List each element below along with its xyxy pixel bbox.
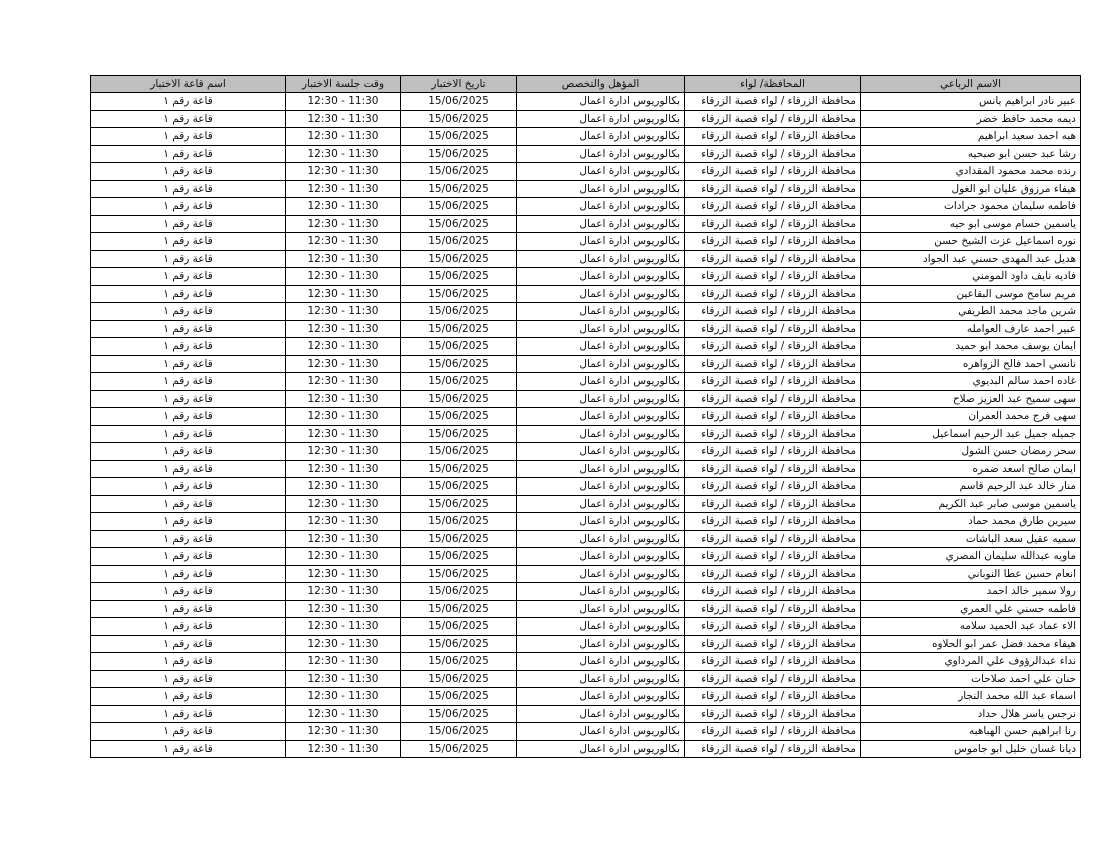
table-row xyxy=(91,653,1081,671)
table-row xyxy=(91,390,1081,408)
cell-name: غاده احمد سالم البديوي xyxy=(861,373,1081,391)
table-row xyxy=(91,233,1081,251)
cell-governorate: محافظة الزرقاء / لواء قصبة الزرقاء xyxy=(685,355,861,373)
cell-time: 12:30 - 11:30 xyxy=(286,215,401,233)
cell-governorate: محافظة الزرقاء / لواء قصبة الزرقاء xyxy=(685,180,861,198)
cell-time: 12:30 - 11:30 xyxy=(286,478,401,496)
cell-governorate: محافظة الزرقاء / لواء قصبة الزرقاء xyxy=(685,268,861,286)
cell-hall: قاعة رقم ١ xyxy=(91,565,286,583)
cell-qualification: بكالوريوس ادارة اعمال xyxy=(517,198,685,216)
header-governorate: المحافظة/ لواء xyxy=(685,76,861,93)
header-hall: اسم قاعة الاختبار xyxy=(91,76,286,93)
cell-name: هبه احمد سعيد ابراهيم xyxy=(861,128,1081,146)
cell-governorate: محافظة الزرقاء / لواء قصبة الزرقاء xyxy=(685,548,861,566)
cell-hall: قاعة رقم ١ xyxy=(91,513,286,531)
cell-date: 15/06/2025 xyxy=(401,110,517,128)
cell-hall: قاعة رقم ١ xyxy=(91,285,286,303)
cell-time: 12:30 - 11:30 xyxy=(286,285,401,303)
cell-qualification: بكالوريوس ادارة اعمال xyxy=(517,215,685,233)
cell-name: هديل عبد المهدى حسني عبد الجواد xyxy=(861,250,1081,268)
cell-qualification: بكالوريوس ادارة اعمال xyxy=(517,425,685,443)
table-row xyxy=(91,128,1081,146)
cell-name: هيفاء محمد فضل عمر ابو الحلاوه xyxy=(861,635,1081,653)
table-row xyxy=(91,268,1081,286)
cell-time: 12:30 - 11:30 xyxy=(286,163,401,181)
cell-date: 15/06/2025 xyxy=(401,513,517,531)
cell-name: اسماء عبد الله محمد النجار xyxy=(861,688,1081,706)
cell-date: 15/06/2025 xyxy=(401,303,517,321)
table-row xyxy=(91,250,1081,268)
cell-hall: قاعة رقم ١ xyxy=(91,408,286,426)
header-time: وقت جلسة الاختبار xyxy=(286,76,401,93)
cell-time: 12:30 - 11:30 xyxy=(286,390,401,408)
table-row xyxy=(91,93,1081,111)
cell-date: 15/06/2025 xyxy=(401,495,517,513)
cell-hall: قاعة رقم ١ xyxy=(91,723,286,741)
cell-governorate: محافظة الزرقاء / لواء قصبة الزرقاء xyxy=(685,128,861,146)
cell-time: 12:30 - 11:30 xyxy=(286,618,401,636)
cell-hall: قاعة رقم ١ xyxy=(91,495,286,513)
table-row xyxy=(91,338,1081,356)
cell-time: 12:30 - 11:30 xyxy=(286,198,401,216)
cell-hall: قاعة رقم ١ xyxy=(91,180,286,198)
cell-hall: قاعة رقم ١ xyxy=(91,338,286,356)
cell-time: 12:30 - 11:30 xyxy=(286,443,401,461)
table-row xyxy=(91,705,1081,723)
cell-name: سميه عقيل سعد الباشات xyxy=(861,530,1081,548)
cell-date: 15/06/2025 xyxy=(401,93,517,111)
cell-name: عبير نادر ابراهيم يانس xyxy=(861,93,1081,111)
cell-governorate: محافظة الزرقاء / لواء قصبة الزرقاء xyxy=(685,618,861,636)
cell-time: 12:30 - 11:30 xyxy=(286,320,401,338)
cell-name: مريم سامح موسى البقاعين xyxy=(861,285,1081,303)
table-row xyxy=(91,600,1081,618)
table-row xyxy=(91,495,1081,513)
table-row xyxy=(91,583,1081,601)
cell-qualification: بكالوريوس ادارة اعمال xyxy=(517,163,685,181)
cell-time: 12:30 - 11:30 xyxy=(286,583,401,601)
cell-name: فاطمه سليمان محمود جرادات xyxy=(861,198,1081,216)
cell-hall: قاعة رقم ١ xyxy=(91,670,286,688)
cell-time: 12:30 - 11:30 xyxy=(286,128,401,146)
cell-name: رنده محمد محمود المقدادي xyxy=(861,163,1081,181)
cell-date: 15/06/2025 xyxy=(401,723,517,741)
cell-governorate: محافظة الزرقاء / لواء قصبة الزرقاء xyxy=(685,740,861,758)
cell-governorate: محافظة الزرقاء / لواء قصبة الزرقاء xyxy=(685,653,861,671)
cell-hall: قاعة رقم ١ xyxy=(91,110,286,128)
cell-date: 15/06/2025 xyxy=(401,670,517,688)
cell-qualification: بكالوريوس ادارة اعمال xyxy=(517,688,685,706)
table-row xyxy=(91,565,1081,583)
cell-time: 12:30 - 11:30 xyxy=(286,303,401,321)
cell-hall: قاعة رقم ١ xyxy=(91,93,286,111)
cell-date: 15/06/2025 xyxy=(401,390,517,408)
cell-qualification: بكالوريوس ادارة اعمال xyxy=(517,443,685,461)
cell-name: ياسمين حسام موسى ابو حيه xyxy=(861,215,1081,233)
cell-governorate: محافظة الزرقاء / لواء قصبة الزرقاء xyxy=(685,635,861,653)
cell-date: 15/06/2025 xyxy=(401,355,517,373)
cell-time: 12:30 - 11:30 xyxy=(286,373,401,391)
cell-name: سيرين طارق محمد حماد xyxy=(861,513,1081,531)
cell-hall: قاعة رقم ١ xyxy=(91,583,286,601)
cell-name: انعام حسين عطا النوباني xyxy=(861,565,1081,583)
cell-date: 15/06/2025 xyxy=(401,565,517,583)
cell-name: رشا عبد حسن ابو صبحيه xyxy=(861,145,1081,163)
cell-name: سهى فرج محمد العمران xyxy=(861,408,1081,426)
cell-name: عبير احمد عارف العوامله xyxy=(861,320,1081,338)
cell-governorate: محافظة الزرقاء / لواء قصبة الزرقاء xyxy=(685,460,861,478)
cell-hall: قاعة رقم ١ xyxy=(91,128,286,146)
cell-time: 12:30 - 11:30 xyxy=(286,723,401,741)
cell-time: 12:30 - 11:30 xyxy=(286,688,401,706)
cell-time: 12:30 - 11:30 xyxy=(286,355,401,373)
cell-governorate: محافظة الزرقاء / لواء قصبة الزرقاء xyxy=(685,670,861,688)
cell-governorate: محافظة الزرقاء / لواء قصبة الزرقاء xyxy=(685,478,861,496)
cell-date: 15/06/2025 xyxy=(401,180,517,198)
cell-hall: قاعة رقم ١ xyxy=(91,460,286,478)
cell-name: حنان علي احمد صلاحات xyxy=(861,670,1081,688)
cell-time: 12:30 - 11:30 xyxy=(286,530,401,548)
cell-qualification: بكالوريوس ادارة اعمال xyxy=(517,373,685,391)
cell-name: ديانا غسان خليل ابو جاموس xyxy=(861,740,1081,758)
cell-governorate: محافظة الزرقاء / لواء قصبة الزرقاء xyxy=(685,495,861,513)
cell-hall: قاعة رقم ١ xyxy=(91,618,286,636)
cell-date: 15/06/2025 xyxy=(401,705,517,723)
cell-governorate: محافظة الزرقاء / لواء قصبة الزرقاء xyxy=(685,338,861,356)
cell-name: نرجس ياسر هلال حداد xyxy=(861,705,1081,723)
cell-date: 15/06/2025 xyxy=(401,740,517,758)
cell-qualification: بكالوريوس ادارة اعمال xyxy=(517,530,685,548)
table-row xyxy=(91,618,1081,636)
cell-hall: قاعة رقم ١ xyxy=(91,425,286,443)
cell-governorate: محافظة الزرقاء / لواء قصبة الزرقاء xyxy=(685,600,861,618)
cell-hall: قاعة رقم ١ xyxy=(91,478,286,496)
cell-time: 12:30 - 11:30 xyxy=(286,93,401,111)
cell-hall: قاعة رقم ١ xyxy=(91,530,286,548)
cell-name: سهى سميح عبد العزيز صلاح xyxy=(861,390,1081,408)
cell-time: 12:30 - 11:30 xyxy=(286,653,401,671)
cell-name: سحر رمضان حسن الشول xyxy=(861,443,1081,461)
cell-governorate: محافظة الزرقاء / لواء قصبة الزرقاء xyxy=(685,565,861,583)
cell-date: 15/06/2025 xyxy=(401,285,517,303)
cell-date: 15/06/2025 xyxy=(401,635,517,653)
header-date: تاريخ الاختبار xyxy=(401,76,517,93)
cell-governorate: محافظة الزرقاء / لواء قصبة الزرقاء xyxy=(685,93,861,111)
cell-governorate: محافظة الزرقاء / لواء قصبة الزرقاء xyxy=(685,513,861,531)
cell-hall: قاعة رقم ١ xyxy=(91,198,286,216)
cell-qualification: بكالوريوس ادارة اعمال xyxy=(517,478,685,496)
cell-time: 12:30 - 11:30 xyxy=(286,740,401,758)
cell-date: 15/06/2025 xyxy=(401,268,517,286)
cell-time: 12:30 - 11:30 xyxy=(286,110,401,128)
cell-hall: قاعة رقم ١ xyxy=(91,443,286,461)
cell-qualification: بكالوريوس ادارة اعمال xyxy=(517,723,685,741)
table-row xyxy=(91,443,1081,461)
cell-date: 15/06/2025 xyxy=(401,373,517,391)
header-row xyxy=(91,76,1081,93)
cell-time: 12:30 - 11:30 xyxy=(286,233,401,251)
cell-qualification: بكالوريوس ادارة اعمال xyxy=(517,670,685,688)
cell-qualification: بكالوريوس ادارة اعمال xyxy=(517,740,685,758)
cell-hall: قاعة رقم ١ xyxy=(91,740,286,758)
cell-governorate: محافظة الزرقاء / لواء قصبة الزرقاء xyxy=(685,145,861,163)
cell-time: 12:30 - 11:30 xyxy=(286,250,401,268)
cell-qualification: بكالوريوس ادارة اعمال xyxy=(517,303,685,321)
cell-date: 15/06/2025 xyxy=(401,233,517,251)
table-body xyxy=(91,93,1081,758)
cell-hall: قاعة رقم ١ xyxy=(91,688,286,706)
cell-qualification: بكالوريوس ادارة اعمال xyxy=(517,583,685,601)
exam-schedule-sheet xyxy=(90,75,1080,758)
cell-date: 15/06/2025 xyxy=(401,408,517,426)
table-row xyxy=(91,425,1081,443)
cell-governorate: محافظة الزرقاء / لواء قصبة الزرقاء xyxy=(685,233,861,251)
cell-time: 12:30 - 11:30 xyxy=(286,338,401,356)
cell-name: فاطمه حسني علي العمري xyxy=(861,600,1081,618)
cell-qualification: بكالوريوس ادارة اعمال xyxy=(517,495,685,513)
table-row xyxy=(91,408,1081,426)
cell-governorate: محافظة الزرقاء / لواء قصبة الزرقاء xyxy=(685,425,861,443)
cell-hall: قاعة رقم ١ xyxy=(91,145,286,163)
table-row xyxy=(91,688,1081,706)
cell-date: 15/06/2025 xyxy=(401,250,517,268)
table-row xyxy=(91,513,1081,531)
cell-date: 15/06/2025 xyxy=(401,583,517,601)
cell-hall: قاعة رقم ١ xyxy=(91,163,286,181)
cell-date: 15/06/2025 xyxy=(401,145,517,163)
cell-date: 15/06/2025 xyxy=(401,600,517,618)
cell-governorate: محافظة الزرقاء / لواء قصبة الزرقاء xyxy=(685,390,861,408)
cell-name: ماويه عبدالله سليمان المصري xyxy=(861,548,1081,566)
table-row xyxy=(91,670,1081,688)
cell-governorate: محافظة الزرقاء / لواء قصبة الزرقاء xyxy=(685,530,861,548)
cell-qualification: بكالوريوس ادارة اعمال xyxy=(517,408,685,426)
table-row xyxy=(91,163,1081,181)
table-row xyxy=(91,145,1081,163)
cell-name: ايمان يوسف محمد ابو حميد xyxy=(861,338,1081,356)
table-row xyxy=(91,548,1081,566)
cell-time: 12:30 - 11:30 xyxy=(286,600,401,618)
cell-hall: قاعة رقم ١ xyxy=(91,548,286,566)
cell-qualification: بكالوريوس ادارة اعمال xyxy=(517,653,685,671)
cell-governorate: محافظة الزرقاء / لواء قصبة الزرقاء xyxy=(685,320,861,338)
cell-name: هيفاء مرزوق عليان ابو الغول xyxy=(861,180,1081,198)
cell-qualification: بكالوريوس ادارة اعمال xyxy=(517,233,685,251)
cell-time: 12:30 - 11:30 xyxy=(286,268,401,286)
cell-qualification: بكالوريوس ادارة اعمال xyxy=(517,268,685,286)
cell-governorate: محافظة الزرقاء / لواء قصبة الزرقاء xyxy=(685,688,861,706)
table-row xyxy=(91,478,1081,496)
cell-qualification: بكالوريوس ادارة اعمال xyxy=(517,145,685,163)
cell-name: ايمان صالح اسعد ضمره xyxy=(861,460,1081,478)
cell-name: جميله جميل عبد الرحيم اسماعيل xyxy=(861,425,1081,443)
cell-qualification: بكالوريوس ادارة اعمال xyxy=(517,285,685,303)
cell-hall: قاعة رقم ١ xyxy=(91,215,286,233)
table-row xyxy=(91,285,1081,303)
cell-time: 12:30 - 11:30 xyxy=(286,460,401,478)
cell-qualification: بكالوريوس ادارة اعمال xyxy=(517,320,685,338)
cell-name: فاديه نايف داود المومني xyxy=(861,268,1081,286)
cell-qualification: بكالوريوس ادارة اعمال xyxy=(517,460,685,478)
cell-time: 12:30 - 11:30 xyxy=(286,670,401,688)
cell-governorate: محافظة الزرقاء / لواء قصبة الزرقاء xyxy=(685,723,861,741)
cell-governorate: محافظة الزرقاء / لواء قصبة الزرقاء xyxy=(685,163,861,181)
cell-name: رولا سمير خالد احمد xyxy=(861,583,1081,601)
table-row xyxy=(91,460,1081,478)
cell-qualification: بكالوريوس ادارة اعمال xyxy=(517,250,685,268)
cell-name: منار خالد عبد الرحيم قاسم xyxy=(861,478,1081,496)
cell-qualification: بكالوريوس ادارة اعمال xyxy=(517,110,685,128)
cell-time: 12:30 - 11:30 xyxy=(286,513,401,531)
cell-hall: قاعة رقم ١ xyxy=(91,705,286,723)
cell-time: 12:30 - 11:30 xyxy=(286,495,401,513)
table-row xyxy=(91,320,1081,338)
table-row xyxy=(91,303,1081,321)
cell-qualification: بكالوريوس ادارة اعمال xyxy=(517,705,685,723)
cell-date: 15/06/2025 xyxy=(401,688,517,706)
cell-date: 15/06/2025 xyxy=(401,530,517,548)
cell-date: 15/06/2025 xyxy=(401,460,517,478)
cell-date: 15/06/2025 xyxy=(401,338,517,356)
header-qualification: المؤهل والتخصص xyxy=(517,76,685,93)
cell-name: ياسمين موسى صابر عبد الكريم xyxy=(861,495,1081,513)
cell-qualification: بكالوريوس ادارة اعمال xyxy=(517,128,685,146)
cell-date: 15/06/2025 xyxy=(401,425,517,443)
cell-date: 15/06/2025 xyxy=(401,163,517,181)
cell-qualification: بكالوريوس ادارة اعمال xyxy=(517,565,685,583)
cell-name: شرين ماجد محمد الطريفي xyxy=(861,303,1081,321)
cell-qualification: بكالوريوس ادارة اعمال xyxy=(517,635,685,653)
cell-time: 12:30 - 11:30 xyxy=(286,145,401,163)
cell-name: الاء عماد عبد الحميد سلامه xyxy=(861,618,1081,636)
cell-date: 15/06/2025 xyxy=(401,320,517,338)
cell-qualification: بكالوريوس ادارة اعمال xyxy=(517,513,685,531)
cell-date: 15/06/2025 xyxy=(401,478,517,496)
cell-date: 15/06/2025 xyxy=(401,653,517,671)
cell-date: 15/06/2025 xyxy=(401,215,517,233)
header-name: الاسم الرباعي xyxy=(861,76,1081,93)
cell-time: 12:30 - 11:30 xyxy=(286,548,401,566)
table-row xyxy=(91,355,1081,373)
cell-date: 15/06/2025 xyxy=(401,548,517,566)
cell-time: 12:30 - 11:30 xyxy=(286,705,401,723)
cell-time: 12:30 - 11:30 xyxy=(286,635,401,653)
cell-qualification: بكالوريوس ادارة اعمال xyxy=(517,548,685,566)
cell-time: 12:30 - 11:30 xyxy=(286,408,401,426)
cell-hall: قاعة رقم ١ xyxy=(91,250,286,268)
cell-hall: قاعة رقم ١ xyxy=(91,600,286,618)
cell-governorate: محافظة الزرقاء / لواء قصبة الزرقاء xyxy=(685,215,861,233)
table-row xyxy=(91,530,1081,548)
cell-qualification: بكالوريوس ادارة اعمال xyxy=(517,390,685,408)
table-row xyxy=(91,198,1081,216)
cell-hall: قاعة رقم ١ xyxy=(91,268,286,286)
cell-governorate: محافظة الزرقاء / لواء قصبة الزرقاء xyxy=(685,443,861,461)
cell-hall: قاعة رقم ١ xyxy=(91,390,286,408)
cell-governorate: محافظة الزرقاء / لواء قصبة الزرقاء xyxy=(685,110,861,128)
cell-name: ديمه محمد حافظ خضر xyxy=(861,110,1081,128)
cell-date: 15/06/2025 xyxy=(401,128,517,146)
cell-qualification: بكالوريوس ادارة اعمال xyxy=(517,618,685,636)
cell-qualification: بكالوريوس ادارة اعمال xyxy=(517,600,685,618)
cell-governorate: محافظة الزرقاء / لواء قصبة الزرقاء xyxy=(685,373,861,391)
table-row xyxy=(91,180,1081,198)
cell-date: 15/06/2025 xyxy=(401,618,517,636)
cell-name: رنا ابراهيم حسن الهباهبه xyxy=(861,723,1081,741)
cell-hall: قاعة رقم ١ xyxy=(91,320,286,338)
exam-schedule-table xyxy=(90,75,1081,758)
cell-time: 12:30 - 11:30 xyxy=(286,425,401,443)
table-row xyxy=(91,635,1081,653)
cell-governorate: محافظة الزرقاء / لواء قصبة الزرقاء xyxy=(685,303,861,321)
table-row xyxy=(91,110,1081,128)
cell-date: 15/06/2025 xyxy=(401,198,517,216)
cell-name: نوره اسماعيل عزت الشيخ حسن xyxy=(861,233,1081,251)
cell-time: 12:30 - 11:30 xyxy=(286,180,401,198)
cell-date: 15/06/2025 xyxy=(401,443,517,461)
cell-governorate: محافظة الزرقاء / لواء قصبة الزرقاء xyxy=(685,705,861,723)
cell-hall: قاعة رقم ١ xyxy=(91,355,286,373)
cell-hall: قاعة رقم ١ xyxy=(91,635,286,653)
cell-qualification: بكالوريوس ادارة اعمال xyxy=(517,180,685,198)
cell-time: 12:30 - 11:30 xyxy=(286,565,401,583)
cell-hall: قاعة رقم ١ xyxy=(91,233,286,251)
cell-governorate: محافظة الزرقاء / لواء قصبة الزرقاء xyxy=(685,198,861,216)
table-row xyxy=(91,723,1081,741)
cell-hall: قاعة رقم ١ xyxy=(91,373,286,391)
cell-qualification: بكالوريوس ادارة اعمال xyxy=(517,338,685,356)
table-row xyxy=(91,215,1081,233)
cell-governorate: محافظة الزرقاء / لواء قصبة الزرقاء xyxy=(685,583,861,601)
cell-name: نانسي احمد فالح الزواهره xyxy=(861,355,1081,373)
cell-hall: قاعة رقم ١ xyxy=(91,303,286,321)
cell-qualification: بكالوريوس ادارة اعمال xyxy=(517,93,685,111)
cell-governorate: محافظة الزرقاء / لواء قصبة الزرقاء xyxy=(685,250,861,268)
table-row xyxy=(91,740,1081,758)
cell-governorate: محافظة الزرقاء / لواء قصبة الزرقاء xyxy=(685,285,861,303)
cell-qualification: بكالوريوس ادارة اعمال xyxy=(517,355,685,373)
table-row xyxy=(91,373,1081,391)
cell-governorate: محافظة الزرقاء / لواء قصبة الزرقاء xyxy=(685,408,861,426)
cell-hall: قاعة رقم ١ xyxy=(91,653,286,671)
cell-name: نداء عبدالرؤوف علي المرداوي xyxy=(861,653,1081,671)
